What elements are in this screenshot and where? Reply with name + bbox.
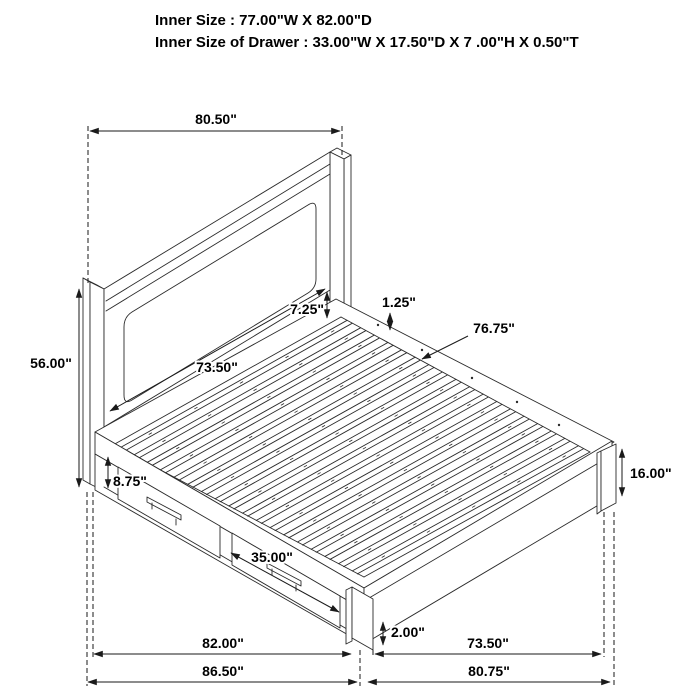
dim-panel-to-rail: 7.25" xyxy=(290,301,324,317)
right-leg-front xyxy=(601,444,616,511)
dim-drawer-width: 35.00" xyxy=(251,549,293,565)
dim-overall-width: 80.75" xyxy=(468,663,510,679)
corner-leg-side xyxy=(346,587,352,644)
dim-footboard-height: 16.00" xyxy=(630,465,672,481)
dim-overall-length: 86.50" xyxy=(202,663,244,679)
dim-slat-thickness: 1.25" xyxy=(382,294,416,310)
dim-inner-length: 76.75" xyxy=(473,320,515,336)
dim-headboard-height: 56.00" xyxy=(30,355,72,371)
drawer-inner-size-note: Inner Size of Drawer : 33.00"W X 17.50"D X 7 .00"H X 0.50"T xyxy=(155,34,579,51)
headboard-left-post-side xyxy=(83,278,90,484)
right-leg-side xyxy=(597,451,601,514)
dim-ground-clearance: 2.00" xyxy=(391,624,425,640)
dim-headboard-width: 80.50" xyxy=(195,111,237,127)
dim-drawer-face-height: 8.75" xyxy=(113,473,147,489)
dim-side-rail-length: 82.00" xyxy=(202,635,244,651)
dim-headboard-inner-width: 73.50" xyxy=(196,359,238,375)
dim-foot-rail-length: 73.50" xyxy=(467,635,509,651)
inner-size-note: Inner Size : 77.00"W X 82.00"D xyxy=(155,12,372,29)
